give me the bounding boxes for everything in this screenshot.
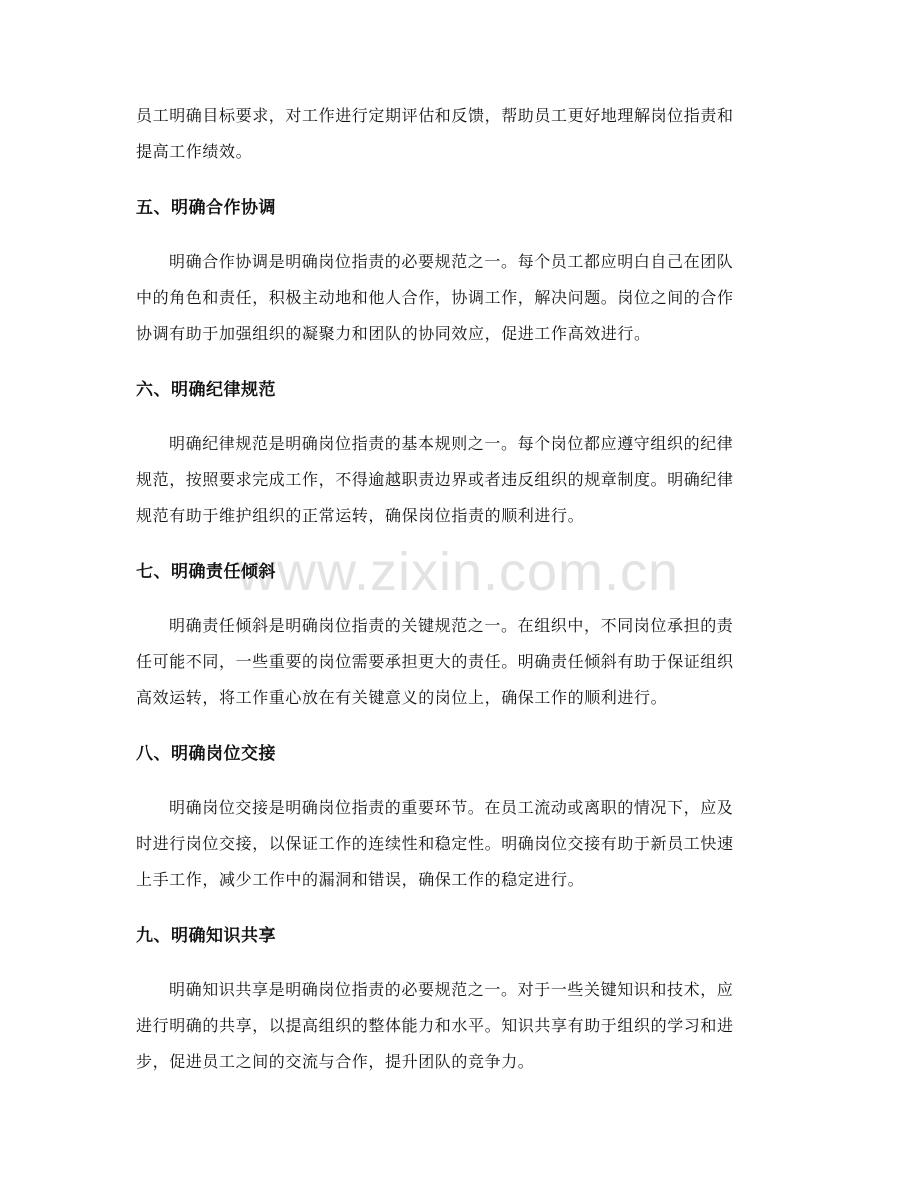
document-body (136, 106, 786, 1072)
section-heading-5: 五、明确合作协调 (136, 198, 276, 218)
paragraph-line: 中的角色和责任，积极主动地和他人合作，协调工作，解决问题。岗位之间的合作 (136, 288, 734, 307)
paragraph-line: 明确责任倾斜是明确岗位指责的关键规范之一。在组织中，不同岗位承担的责 (169, 616, 734, 635)
watermark: www.zixin.com.cn (236, 542, 680, 602)
intro-paragraph (136, 106, 786, 162)
paragraph-line: 时进行岗位交接，以保证工作的连续性和稳定性。明确岗位交接有助于新员工快速 (136, 834, 734, 853)
paragraph-line: 规范有助于维护组织的正常运转，确保岗位指责的顺利进行。 (136, 506, 585, 525)
paragraph-line: 提高工作绩效。 (136, 142, 253, 161)
paragraph-line: 步，促进员工之间的交流与合作，提升团队的竞争力。 (136, 1052, 535, 1071)
paragraph-line: 进行明确的共享，以提高组织的整体能力和水平。知识共享有助于组织的学习和进 (136, 1016, 734, 1035)
section-paragraph-5 (136, 252, 786, 344)
section-heading-7: 七、明确责任倾斜 (136, 562, 276, 582)
paragraph-line: 规范，按照要求完成工作，不得逾越职责边界或者违反组织的规章制度。明确纪律 (136, 470, 734, 489)
section-heading-8: 八、明确岗位交接 (136, 744, 276, 764)
paragraph-line: 上手工作，减少工作中的漏洞和错误，确保工作的稳定进行。 (136, 870, 585, 889)
section-paragraph-9 (136, 980, 786, 1072)
paragraph-line: 高效运转，将工作重心放在有关键意义的岗位上，确保工作的顺利进行。 (136, 688, 668, 707)
paragraph-line: 员工明确目标要求，对工作进行定期评估和反馈，帮助员工更好地理解岗位指责和 (136, 106, 734, 125)
paragraph-line: 协调有助于加强组织的凝聚力和团队的协同效应，促进工作高效进行。 (136, 324, 651, 343)
section-heading-6: 六、明确纪律规范 (136, 380, 276, 400)
paragraph-line: 明确纪律规范是明确岗位指责的基本规则之一。每个岗位都应遵守组织的纪律 (169, 434, 734, 453)
paragraph-line: 任可能不同，一些重要的岗位需要承担更大的责任。明确责任倾斜有助于保证组织 (136, 652, 734, 671)
paragraph-line: 明确合作协调是明确岗位指责的必要规范之一。每个员工都应明白自己在团队 (169, 252, 734, 271)
section-paragraph-7 (136, 616, 786, 708)
section-paragraph-8 (136, 798, 786, 890)
paragraph-line: 明确知识共享是明确岗位指责的必要规范之一。对于一些关键知识和技术，应 (169, 980, 734, 999)
section-paragraph-6 (136, 434, 786, 526)
section-heading-9: 九、明确知识共享 (136, 926, 276, 946)
paragraph-line: 明确岗位交接是明确岗位指责的重要环节。在员工流动或离职的情况下，应及 (169, 798, 734, 817)
